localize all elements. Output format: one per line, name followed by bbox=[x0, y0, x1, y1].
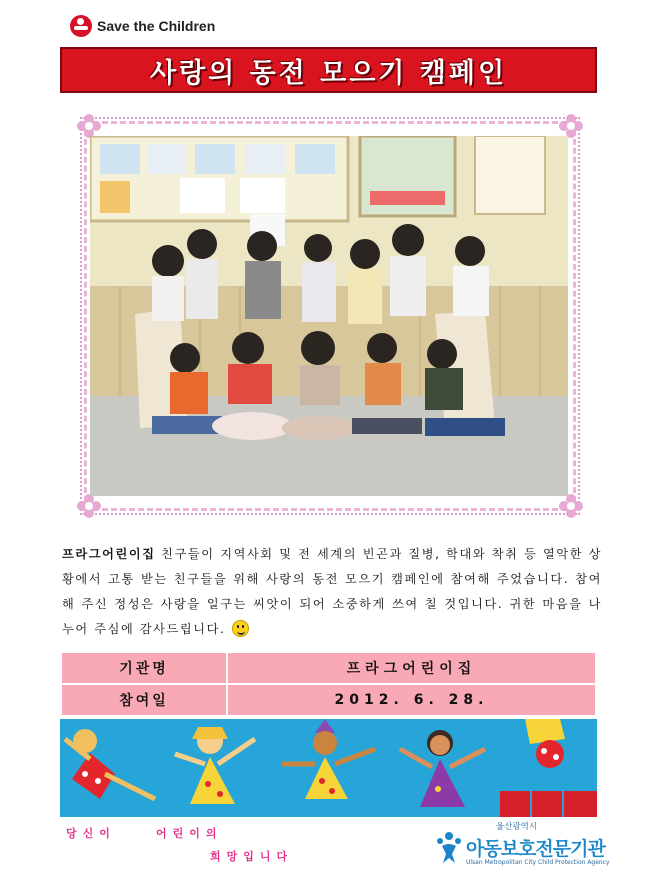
slogan-part-2: 어린이의 bbox=[156, 827, 223, 840]
page-title: 사랑의 동전 모으기 캠페인 bbox=[149, 57, 508, 89]
flower-icon bbox=[558, 493, 584, 519]
table-row bbox=[61, 684, 596, 716]
dancing-child-icon bbox=[400, 730, 485, 807]
children-group-photo bbox=[90, 136, 568, 496]
message-text: 친구들이 지역사회 및 전 세계의 빈곤과 질병, 학대와 착취 등 열악한 상황에서 고통 받는 친구들을 위해 사랑의 동전 모으기 캠페인에 참여해 주었습니다. 참여해 주신 정성은 사랑을 일구는 씨앗이 되어 소중하게 쓰여 칠 것입니다. 귀한 마음을 나누어 주심에 감사드립니다. bbox=[62, 547, 602, 636]
agency-english-name: Ulsan Metropolitan City Child Protection Agency bbox=[466, 859, 610, 866]
slogan-part-1: 당신이 bbox=[66, 827, 116, 840]
agency-name: 아동보호전문기관 bbox=[466, 838, 605, 860]
smiley-icon bbox=[232, 620, 249, 637]
organization-name: 프라그어린이집 bbox=[62, 547, 156, 561]
dancing-child-icon bbox=[282, 719, 375, 799]
table-row bbox=[61, 652, 596, 684]
dancing-child-icon bbox=[65, 729, 155, 799]
campaign-message bbox=[62, 542, 602, 642]
save-the-children-logo bbox=[70, 10, 215, 42]
dancing-children-banner bbox=[60, 719, 597, 817]
institution-value: 프라그어린이집 bbox=[227, 652, 596, 684]
flower-icon bbox=[76, 493, 102, 519]
participation-info-table bbox=[60, 651, 597, 717]
logo-text: Save the Children bbox=[97, 18, 216, 34]
dancing-child-icon bbox=[175, 727, 255, 804]
date-value: 2012. 6. 28. bbox=[227, 684, 596, 716]
child-figure-icon bbox=[70, 15, 92, 37]
slogan-part-3: 희망입니다 bbox=[210, 850, 294, 863]
dancing-child-icon bbox=[500, 719, 597, 817]
child-figure-icon bbox=[434, 830, 464, 864]
agency-city: 울산광역시 bbox=[496, 822, 538, 832]
date-label: 참여일 bbox=[61, 684, 227, 716]
title-banner bbox=[60, 47, 597, 93]
institution-label: 기관명 bbox=[61, 652, 227, 684]
agency-logo bbox=[434, 818, 610, 878]
